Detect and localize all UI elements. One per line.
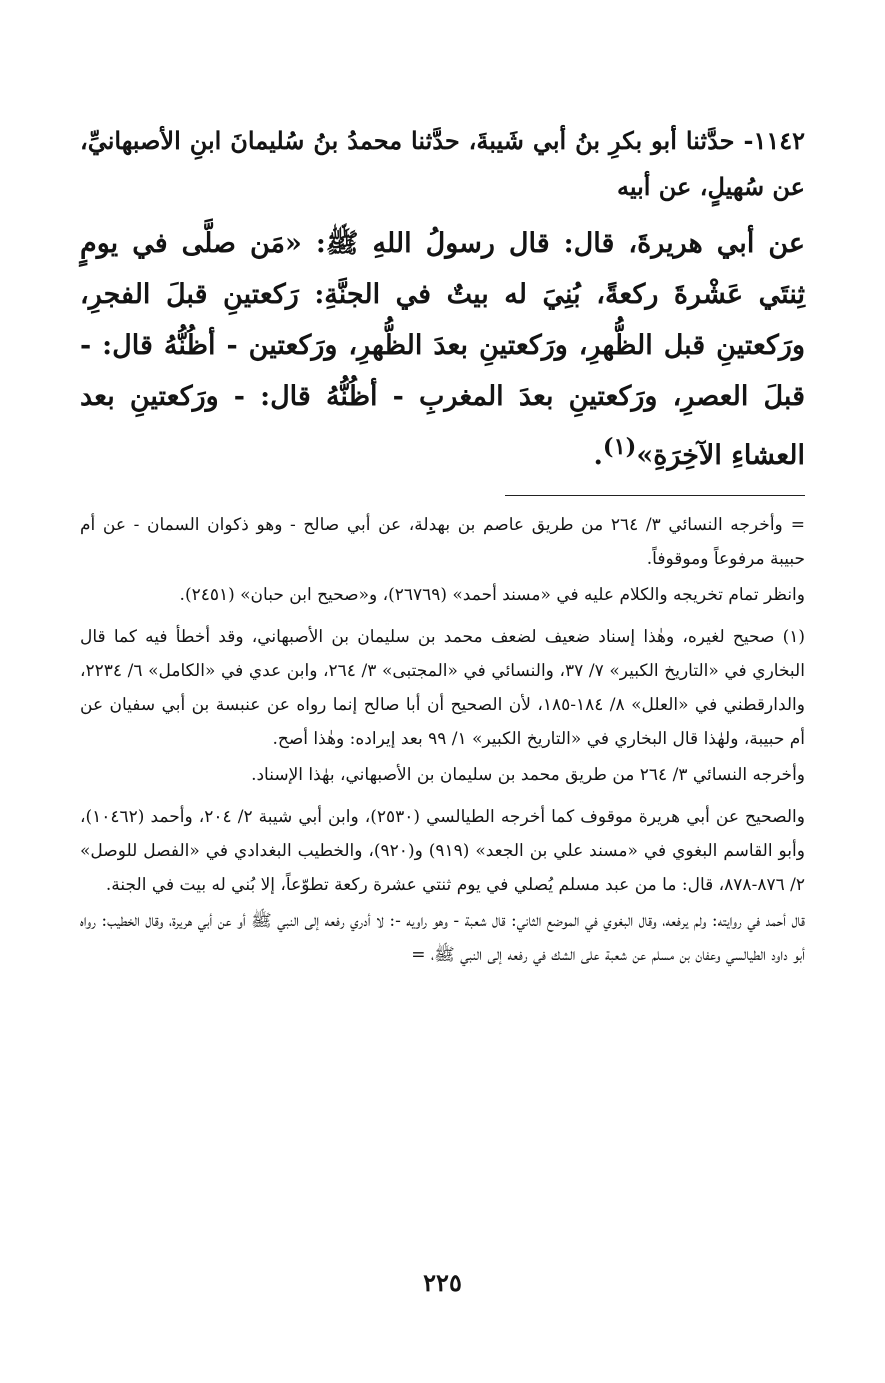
- footnote-continuation: [80, 508, 805, 576]
- footnotes-section: [80, 508, 805, 972]
- continuation-mark: =: [790, 515, 806, 535]
- hadith-matn-text: عن أبي هريرةَ، قال: قال رسولُ اللهِ ﷺ: «مَن صلَّى في يومٍ ثِنتَي عَشْرةَ ركعةً، بُنِيَ له بيتٌ في الجنَّةِ: رَكعتينِ قبلَ الفجرِ، ورَكعتينِ قبل الظُّهرِ، ورَكعتينِ بعدَ الظُّهرِ، ورَكعتين - أظُنُّهُ قال: - قبلَ العصرِ، ورَكعتينِ بعدَ المغربِ - أظُنُّهُ قال: - ورَكعتينِ بعد العشاءِ الآخِرَةِ»: [80, 228, 805, 471]
- continuation-mark: =: [411, 945, 426, 965]
- footnote-paragraph: والصحيح عن أبي هريرة موقوف كما أخرجه الطيالسي (٢٥٣٠)، وابن أبي شيبة ٢/ ٢٠٤، وأحمد (١٠٤٦٢)، وأبو القاسم البغوي في «مسند علي بن الجعد» (٩١٩) و(٩٢٠)، والخطيب البغدادي في «الفصل للوصل» ٢/ ٨٧٦-٨٧٨، قال: ما من عبد مسلم يُصلي في يوم ثنتي عشرة ركعة تطوّعاً، إلا بُني له بيت في الجنة.: [80, 807, 805, 895]
- footnote-paragraph: وأخرجه النسائي ٣/ ٢٦٤ من طريق محمد بن سليمان بن الأصبهاني، بهٰذا الإسناد.: [251, 765, 805, 785]
- hadith-end-punct: .: [593, 440, 603, 471]
- footnote-paragraph: [80, 904, 805, 972]
- hadith-matn: [80, 218, 805, 481]
- footnote-divider: [505, 495, 805, 496]
- footnote-reference: (١): [602, 434, 637, 460]
- footnote-paragraph: وانظر تمام تخريجه والكلام عليه في «مسند أحمد» (٢٦٧٦٩)، و«صحيح ابن حبان» (٢٤٥١).: [179, 585, 805, 605]
- footnote-text: وأخرجه النسائي ٣/ ٢٦٤ من طريق عاصم بن بهدلة، عن أبي صالح - وهو ذكوان السمان - عن أم حبيبة مرفوعاً وموقوفاً.: [80, 515, 805, 569]
- footnote-text: قال أحمد في روايته: ولم يرفعه، وقال البغوي في الموضع الثاني: قال شعبة - وهو راويه -: لا أدري رفعه إلى النبي ﷺ أو عن أبي هريرة، وقال الخطيب: رواه أبو داود الطيالسي وعفان بن مسلم عن شعبة على الشك في رفعه إلى النبي ﷺ،: [80, 911, 805, 965]
- book-page: [80, 118, 805, 980]
- page-number: ٢٢٥: [423, 1268, 462, 1297]
- footnote-1: (١) صحيح لغيره، وهٰذا إسناد ضعيف لضعف محمد بن سليمان بن الأصبهاني، وقد أخطأ فيه كما قال البخاري في «التاريخ الكبير» ٧/ ٣٧، والنسائي في «المجتبى» ٣/ ٢٦٤، وابن عدي في «الكامل» ٦/ ٢٢٣٤، والدارقطني في «العلل» ٨/ ١٨٤-١٨٥، لأن الصحيح أن أبا صالح إنما رواه عن عنبسة بن أبي سفيان عن أم حبيبة، ولهٰذا قال البخاري في «التاريخ الكبير» ١/ ٩٩ بعد إيراده: وهٰذا أصح.: [80, 627, 805, 749]
- hadith-isnad: ١١٤٢- حدَّثنا أبو بكرِ بنُ أبي شَيبةَ، حدَّثنا محمدُ بنُ سُليمانَ ابنِ الأصبهانيِّ، عن سُهيلٍ، عن أبيه: [80, 126, 805, 201]
